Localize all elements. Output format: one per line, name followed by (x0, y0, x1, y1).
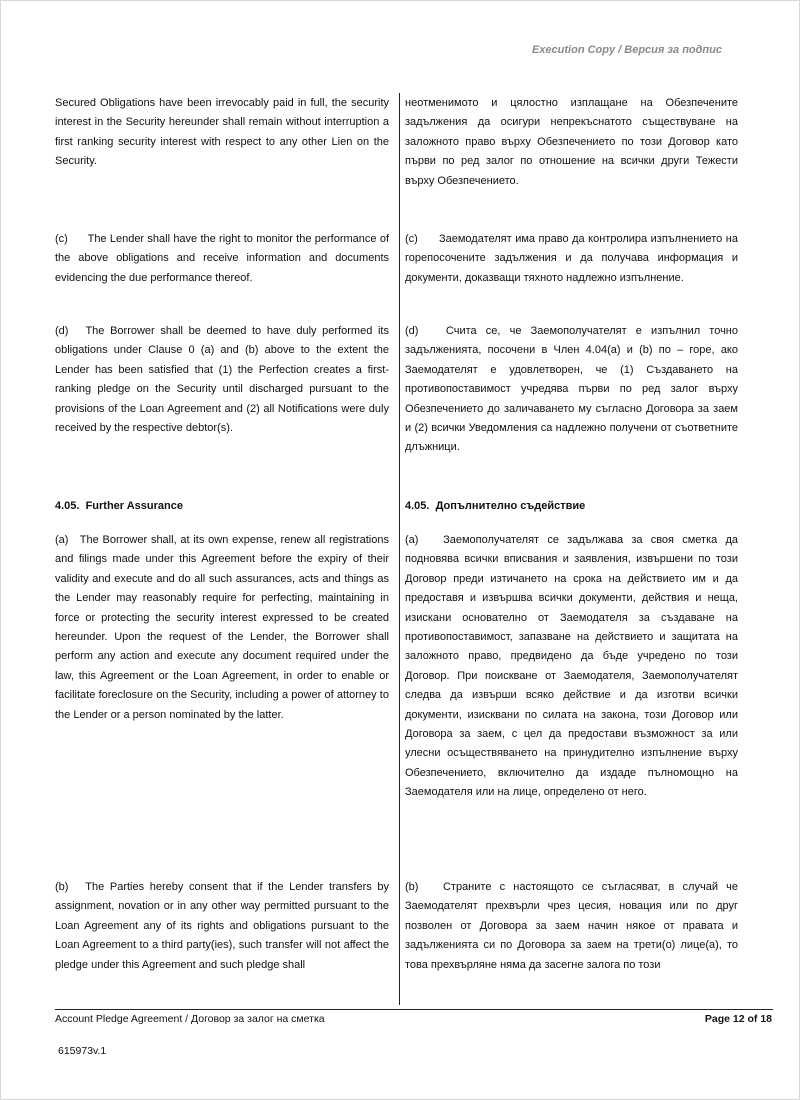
paragraph-d-en: (d) The Borrower shall be deemed to have duly performed its obligations under Clause 0 (a) and (b) above to the extent the Lender has been satisfied that (1) the Perfection creates a first-ranking pledge on the Security until discharged pursuant to the provisions of the Loan Agreement and (2) all Notifications were duly received by the respective debtor(s). (55, 325, 389, 435)
paragraph-c-bg: (c) Заемодателят има право да контролира изпълнението на горепосочените задължения и да получава информация и документи, доказващи тяхното надлежно изпълнение. (405, 233, 738, 284)
footer-rule (55, 1009, 773, 1010)
footer-page-number: Page 12 of 18 (704, 1013, 772, 1025)
paragraph-b-bg: (b) Страните с настоящото се съгласяват, в случай че Заемодателят прехвърли чрез цесия, новация или по друг позволен от Договора за заем начин някое от правата и задълженията си по Договора за заем на трети(о) лице(а), то това прехвърляне няма да засегне залога по този (405, 881, 738, 971)
paragraph-c-en: (c) The Lender shall have the right to monitor the performance of the above obligations and receive information and documents evidencing the due performance thereof. (55, 233, 389, 284)
paragraph-b-en: (b) The Parties hereby consent that if the Lender transfers by assignment, novation or in any other way permitted pursuant to the Loan Agreement any of its rights and obligations pursuant to the Loan Agreement to a third party(ies), such transfer will not affect the pledge under this Agreement and such pledge shall (55, 881, 389, 971)
paragraph-secured-obligations-bg: неотменимото и цялостно изплащане на Обезпечените задължения да осигури непрекъснатото съществуване на заложното право върху Обезпечението по този Договор като първи по ред залог по отношение на всички други Тежести върху Обезпечението. (405, 97, 738, 187)
column-divider (399, 93, 400, 1005)
document-reference: 615973v.1 (58, 1045, 107, 1057)
section-heading-bg: 4.05. Допълнително съдействие (405, 500, 586, 512)
footer-document-title: Account Pledge Agreement / Договор за залог на сметка (55, 1013, 325, 1025)
paragraph-secured-obligations-en: Secured Obligations have been irrevocably paid in full, the security interest in the Security hereunder shall remain without interruption a first ranking security interest with respect to any other Lien on the Security. (55, 97, 389, 168)
paragraph-a-en: (a) The Borrower shall, at its own expense, renew all registrations and filings made under this Agreement before the expiry of their validity and execute and do all such assurances, acts and things as the Lender may reasonably require for perfecting, maintaining in force or protecting the security interest expressed to be created hereunder. Upon the request of the Lender, the Borrower shall perform any action and execute any document required under the law, this Agreement or the Loan Agreement, in order to enable or facilitate foreclosure on the Security, including a power of attorney to the Lender or a person nominated by the latter. (55, 534, 389, 721)
execution-copy-header: Execution Copy / Версия за подпис (531, 44, 722, 56)
paragraph-d-bg: (d) Счита се, че Заемополучателят е изпълнил точно задълженията, посочени в Член 4.04(a) и (b) по – горе, ако Заемодателят е удовлетворен, че (1) Създаването на противопоставимост учредява първи по ред залог върху Обезпечението до заличаването му съгласно Договора за заем и (2) всички Уведомления са надлежно получени от съответните длъжници. (405, 325, 738, 454)
section-heading-en: 4.05. Further Assurance (55, 500, 183, 512)
paragraph-a-bg: (a) Заемополучателят се задължава за своя сметка да подновява всички вписвания и заявления, извършени по този Договор преди изтичането на срока на действието им и да предоставя и извършва всички документи, действия и неща, изискани основателно от Заемодателя за създаване на противопоставимост, запазване на действието и защитата на заложното право, предвидено да бъде учредено по този Договор. При поискване от Заемодателя, Заемополучателят следва да извърши всяко действие и да изготви всички документи, изисквани по силата на закона, този Договор или Договора за заем, с цел да предостави възможност за или улесни осъществяването на принудително изпълнение върху Обезпечението, включително да издаде пълномощно на Заемодателя или на лице, определено от него. (405, 534, 738, 799)
